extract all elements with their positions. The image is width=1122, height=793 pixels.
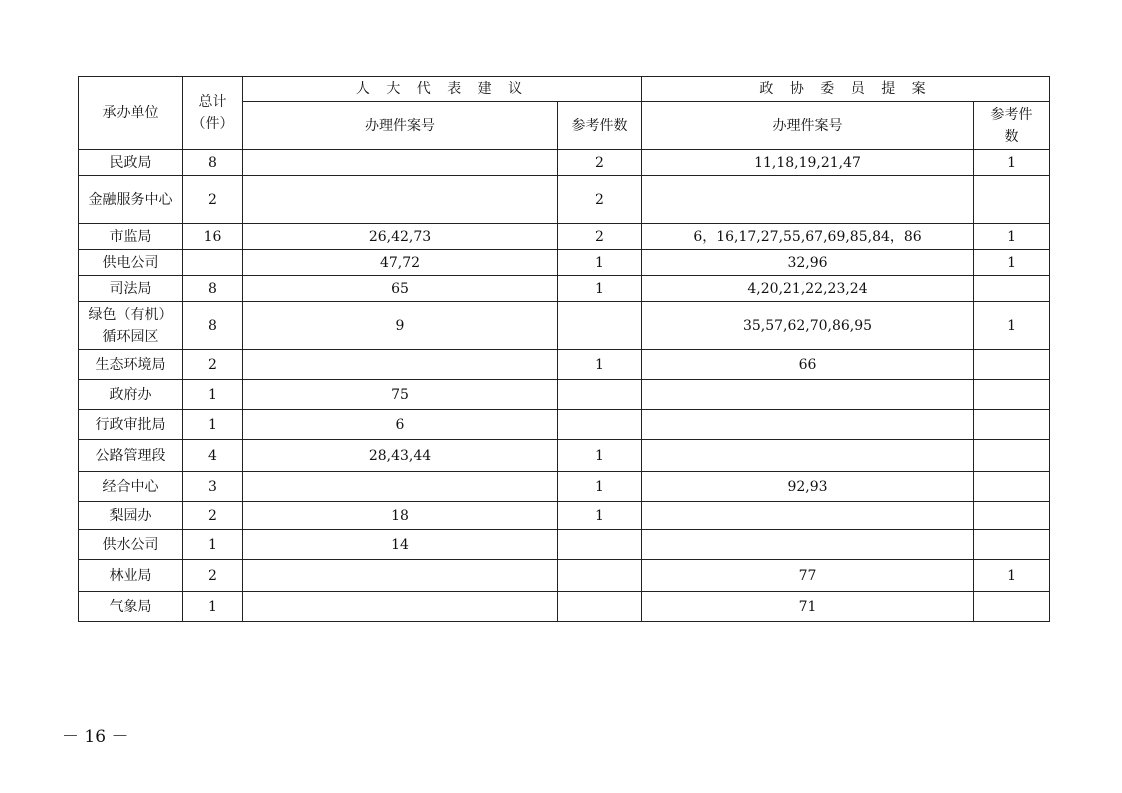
unit-cell: 公路管理段 <box>79 440 183 472</box>
npc-reference-count-cell <box>558 302 642 350</box>
cppcc-case-numbers-cell: 11,18,19,21,47 <box>642 150 974 176</box>
unit-cell: 市监局 <box>79 224 183 250</box>
npc-reference-count-cell <box>558 592 642 622</box>
npc-reference-count-cell: 1 <box>558 276 642 302</box>
npc-reference-count-cell: 1 <box>558 472 642 502</box>
header-cppcc-group: 政 协 委 员 提 案 <box>642 77 1050 102</box>
npc-case-numbers-cell: 75 <box>243 380 558 410</box>
cppcc-case-numbers-cell: 32,96 <box>642 250 974 276</box>
total-cell: 1 <box>183 380 243 410</box>
cppcc-reference-count-cell: 1 <box>974 302 1050 350</box>
total-cell: 2 <box>183 560 243 592</box>
table-row <box>79 276 1050 302</box>
cppcc-case-numbers-cell <box>642 176 974 224</box>
unit-cell: 经合中心 <box>79 472 183 502</box>
npc-case-numbers-cell: 14 <box>243 530 558 560</box>
assignment-table <box>78 76 1050 622</box>
cppcc-reference-count-cell <box>974 410 1050 440</box>
table-row <box>79 302 1050 350</box>
table-row <box>79 530 1050 560</box>
total-cell <box>183 250 243 276</box>
cppcc-case-numbers-cell: 35,57,62,70,86,95 <box>642 302 974 350</box>
npc-reference-count-cell <box>558 410 642 440</box>
cppcc-reference-count-cell: 1 <box>974 224 1050 250</box>
cppcc-reference-count-cell <box>974 530 1050 560</box>
total-cell: 1 <box>183 592 243 622</box>
npc-case-numbers-cell: 6 <box>243 410 558 440</box>
table-row <box>79 150 1050 176</box>
npc-case-numbers-cell: 28,43,44 <box>243 440 558 472</box>
npc-case-numbers-cell <box>243 560 558 592</box>
table-row <box>79 472 1050 502</box>
unit-cell: 绿色（有机） 循环园区 <box>79 302 183 350</box>
cppcc-reference-count-cell: 1 <box>974 560 1050 592</box>
npc-reference-count-cell: 2 <box>558 150 642 176</box>
cppcc-case-numbers-cell <box>642 440 974 472</box>
total-cell: 8 <box>183 150 243 176</box>
unit-cell: 林业局 <box>79 560 183 592</box>
page-number: － 16 － <box>62 727 129 747</box>
npc-reference-count-cell: 1 <box>558 440 642 472</box>
cppcc-case-numbers-cell: 71 <box>642 592 974 622</box>
unit-cell: 司法局 <box>79 276 183 302</box>
table-row <box>79 224 1050 250</box>
npc-case-numbers-cell <box>243 350 558 380</box>
header-cppcc-reference-count: 参考件 数 <box>974 102 1050 150</box>
total-cell: 16 <box>183 224 243 250</box>
npc-case-numbers-cell: 26,42,73 <box>243 224 558 250</box>
cppcc-reference-count-cell <box>974 502 1050 530</box>
npc-case-numbers-cell: 9 <box>243 302 558 350</box>
unit-cell: 民政局 <box>79 150 183 176</box>
unit-cell: 行政审批局 <box>79 410 183 440</box>
total-cell: 2 <box>183 502 243 530</box>
table-row <box>79 250 1050 276</box>
table-row <box>79 560 1050 592</box>
header-unit: 承办单位 <box>79 77 183 150</box>
cppcc-reference-count-cell <box>974 380 1050 410</box>
cppcc-reference-count-cell <box>974 440 1050 472</box>
total-cell: 1 <box>183 530 243 560</box>
unit-cell: 供水公司 <box>79 530 183 560</box>
npc-case-numbers-cell <box>243 176 558 224</box>
table-row <box>79 502 1050 530</box>
npc-case-numbers-cell <box>243 592 558 622</box>
table-row <box>79 176 1050 224</box>
cppcc-reference-count-cell <box>974 350 1050 380</box>
cppcc-reference-count-cell <box>974 592 1050 622</box>
table-row <box>79 380 1050 410</box>
cppcc-case-numbers-cell: 4,20,21,22,23,24 <box>642 276 974 302</box>
header-npc-reference-count: 参考件数 <box>558 102 642 150</box>
npc-reference-count-cell: 1 <box>558 250 642 276</box>
total-cell: 8 <box>183 276 243 302</box>
table-row <box>79 410 1050 440</box>
unit-cell: 供电公司 <box>79 250 183 276</box>
npc-reference-count-cell: 1 <box>558 502 642 530</box>
header-total: 总计 （件） <box>183 77 243 150</box>
npc-reference-count-cell: 2 <box>558 224 642 250</box>
npc-case-numbers-cell: 65 <box>243 276 558 302</box>
table-body <box>79 150 1050 622</box>
npc-reference-count-cell: 1 <box>558 350 642 380</box>
total-cell: 2 <box>183 176 243 224</box>
table-row <box>79 440 1050 472</box>
unit-cell: 政府办 <box>79 380 183 410</box>
npc-case-numbers-cell <box>243 472 558 502</box>
cppcc-case-numbers-cell: 66 <box>642 350 974 380</box>
total-cell: 8 <box>183 302 243 350</box>
total-cell: 3 <box>183 472 243 502</box>
cppcc-case-numbers-cell <box>642 502 974 530</box>
table-row <box>79 350 1050 380</box>
npc-case-numbers-cell: 47,72 <box>243 250 558 276</box>
total-cell: 1 <box>183 410 243 440</box>
cppcc-reference-count-cell <box>974 472 1050 502</box>
header-npc-group: 人 大 代 表 建 议 <box>243 77 642 102</box>
unit-cell: 金融服务中心 <box>79 176 183 224</box>
npc-reference-count-cell: 2 <box>558 176 642 224</box>
cppcc-case-numbers-cell: 6，16,17,27,55,67,69,85,84，86 <box>642 224 974 250</box>
cppcc-reference-count-cell <box>974 176 1050 224</box>
unit-cell: 生态环境局 <box>79 350 183 380</box>
total-cell: 4 <box>183 440 243 472</box>
cppcc-case-numbers-cell <box>642 380 974 410</box>
npc-case-numbers-cell <box>243 150 558 176</box>
unit-cell: 气象局 <box>79 592 183 622</box>
cppcc-case-numbers-cell <box>642 410 974 440</box>
cppcc-reference-count-cell: 1 <box>974 250 1050 276</box>
cppcc-case-numbers-cell: 92,93 <box>642 472 974 502</box>
header-npc-case-numbers: 办理件案号 <box>243 102 558 150</box>
table-row <box>79 592 1050 622</box>
cppcc-case-numbers-cell: 77 <box>642 560 974 592</box>
header-cppcc-case-numbers: 办理件案号 <box>642 102 974 150</box>
npc-reference-count-cell <box>558 380 642 410</box>
unit-cell: 梨园办 <box>79 502 183 530</box>
total-cell: 2 <box>183 350 243 380</box>
cppcc-case-numbers-cell <box>642 530 974 560</box>
npc-reference-count-cell <box>558 560 642 592</box>
npc-case-numbers-cell: 18 <box>243 502 558 530</box>
npc-reference-count-cell <box>558 530 642 560</box>
cppcc-reference-count-cell <box>974 276 1050 302</box>
cppcc-reference-count-cell: 1 <box>974 150 1050 176</box>
